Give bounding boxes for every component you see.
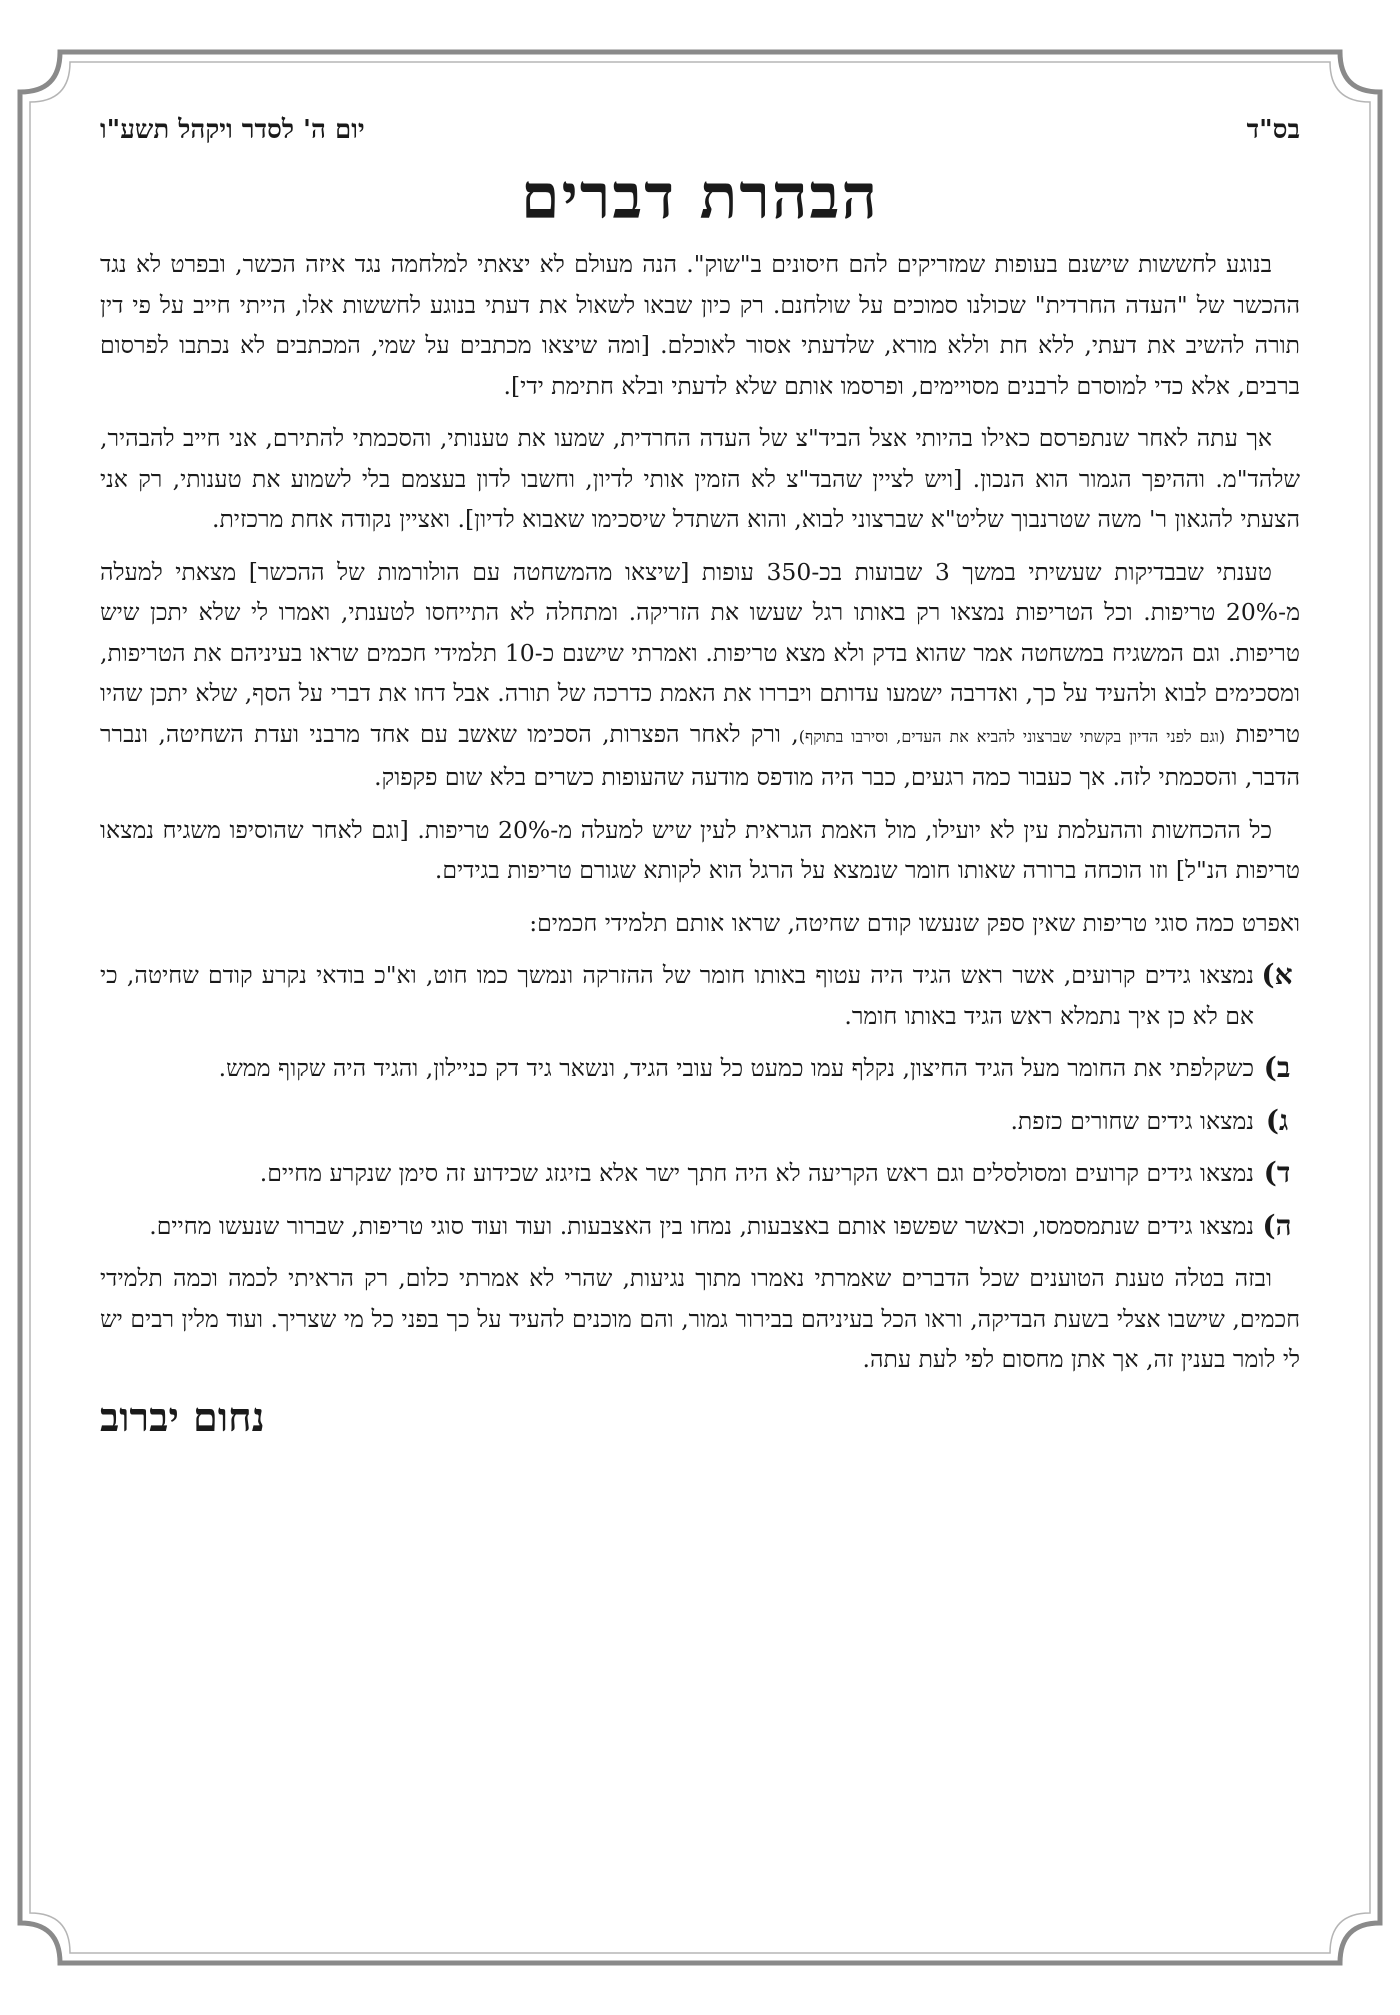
- paragraph-3-part-b: , ורק לאחר הפצרות, הסכימו שאשב עם אחד מרבני ועדת השחיטה, ונברר הדבר, והסכמתי לזה. אך כעבור כמה רגעים, כבר היה מודפס מודעה שהעופות כשרים בלא שום פקפוק.: [100, 719, 1300, 791]
- list-item-text: נמצאו גידים קרועים ומסולסלים וגם ראש הקריעה לא היה חתך ישר אלא בזיגזג שכידוע זה סימן שנקרע מחיים.: [259, 1159, 1254, 1187]
- list-item-text: נמצאו גידים שנתמסמסו, וכאשר שפשפו אותם באצבעות, נמחו בין האצבעות. ועוד ועוד סוגי טריפות, שברור שנעשו מחיים.: [149, 1211, 1254, 1240]
- list-item: [100, 1101, 1300, 1142]
- paragraph-4: כל ההכחשות וההעלמת עין לא יועילו, מול האמת הגראית לעין שיש למעלה מ-20% טריפות. [וגם לאחר שהוסיפו משגיח נמצאו טריפות הנ"ל] וזו הוכחה ברורה שאותו חומר שנמצא על הרגל הוא לקותא שגורם טריפות בגידים.: [100, 815, 1300, 884]
- list-item-letter: ג): [1265, 1103, 1289, 1137]
- list-item: [100, 1048, 1300, 1089]
- paragraph-6: ובזה בטלה טענת הטוענים שכל הדברים שאמרתי נאמרו מתוך נגיעות, שהרי לא אמרתי כלום, רק הראיתי לכמה וכמה תלמידי חכמים, שישבו אצלי בשעת הבדיקה, וראו הכל בעיניהם בבירור גמור, והם מוכנים להעיד על כך בפני כל מי שצריך. ועוד מלין רבים יש לי לומר בענין זה, אך אתן מחסום לפי לעת עתה.: [100, 1264, 1300, 1373]
- list-item-letter: א): [1261, 958, 1293, 991]
- signature: נחום יברוב: [100, 1393, 265, 1441]
- list-item-text: כשקלפתי את החומר מעל הגיד החיצון, נקלף עמו כמעט כל עובי הגיד, ונשאר גיד דק כניילון, והגיד היה שקוף ממש.: [218, 1054, 1254, 1082]
- paragraph-3-note: (וגם לפני הדיון בקשתי שברצוני להביא את העדים, וסירבו בתוקף): [798, 726, 1226, 746]
- list-item: [100, 1206, 1300, 1247]
- header-line: [100, 110, 1300, 150]
- paragraph-5: ואפרט כמה סוגי טריפות שאין ספק שנעשו קודם שחיטה, שראו אותם תלמידי חכמים:: [529, 908, 1300, 937]
- header-date: יום ה' לסדר ויקהל תשע"ו: [100, 115, 365, 145]
- paragraph-1: בנוגע לחששות שישנם בעופות שמזריקים להם חיסונים ב"שוק". הנה מעולם לא יצאתי למלחמה נגד איזה הכשר, ובפרט לא נגד ההכשר של "העדה החרדית" שכולנו סמוכים על שולחנם. רק כיון שבאו לשאול את דעתי בנוגע לחששות אלו, הייתי חייב על פי דין תורה להשיב את דעתי, ללא חת וללא מורא, שלדעתי אסור לאוכלם. [ומה שיצאו מכתבים על שמי, המכתבים לא נכתבו לפרסום ברבים, אלא כדי למוסרם לרבנים מסויימים, ופרסמו אותם שלא לדעתי ובלא חתימת ידי].: [100, 250, 1300, 400]
- header-bsd: בס"ד: [1246, 115, 1300, 145]
- list-item: [100, 955, 1300, 1036]
- list-item-letter: ה): [1262, 1208, 1292, 1242]
- list-item-text: נמצאו גידים קרועים, אשר ראש הגיד היה עטוף באותו חומר של ההזרקה ונמשך כמו חוט, וא"כ בודאי נקרע קודם שחיטה, כי אם לא כן איך נתמלא ראש הגיד באותו חומר.: [100, 961, 1254, 1030]
- document-page: [100, 110, 1300, 1910]
- paragraph-3-part-a: טענתי שבבדיקות שעשיתי במשך 3 שבועות בכ-350 עופות [שיצאו מהמשחטה עם הולורמות של ההכשר] מצאתי למעלה מ-20% טריפות. וכל הטריפות נמצאו רק באותו רגל שעשו את הזריקה. ומתחלה לא התייחסו לטענתי, ואמרו לי שלא יתכן שיש טריפות. וגם המשגיח במשחטה אמר שהוא בדק ולא מצא טריפות. ואמרתי שישנם כ-10 תלמידי חכמים שראו בעיניהם את הטריפות, ומסכימים לבוא ולהעיד על כך, ואדרבה ישמעו עדותם ויבררו את האמת כדרכה של תורה. אבל דחו את דברי על הסף, שלא יתכן שהיו טריפות: [100, 557, 1301, 748]
- list-item-text: נמצאו גידים שחורים כזפת.: [1010, 1106, 1254, 1135]
- list-item-letter: ד): [1263, 1156, 1291, 1189]
- paragraph-2: אך עתה לאחר שנתפרסם כאילו בהיותי אצל הביד"צ של העדה החרדית, שמעו את טענותי, והסכמתי להתירם, אני חייב להבהיר, שלהד"מ. וההיפך הגמור הוא הנכון. [ויש לציין שהבד"צ לא הזמין אותי לדיון, וחשבו לדון בעצמם בלי לשמוע את טענותי, רק אני הצעתי להגאון ר' משה שטרנבוך שליט"א שברצוני לבוא, והוא השתדל שיסכימו שאבוא לדיון]. ואציין נקודה אחת מרכזית.: [100, 424, 1300, 533]
- list-item-letter: ב): [1263, 1051, 1291, 1084]
- paragraph-3: [100, 552, 1300, 798]
- list-item: [100, 1153, 1300, 1194]
- page-title: הבהרת דברים: [520, 160, 880, 233]
